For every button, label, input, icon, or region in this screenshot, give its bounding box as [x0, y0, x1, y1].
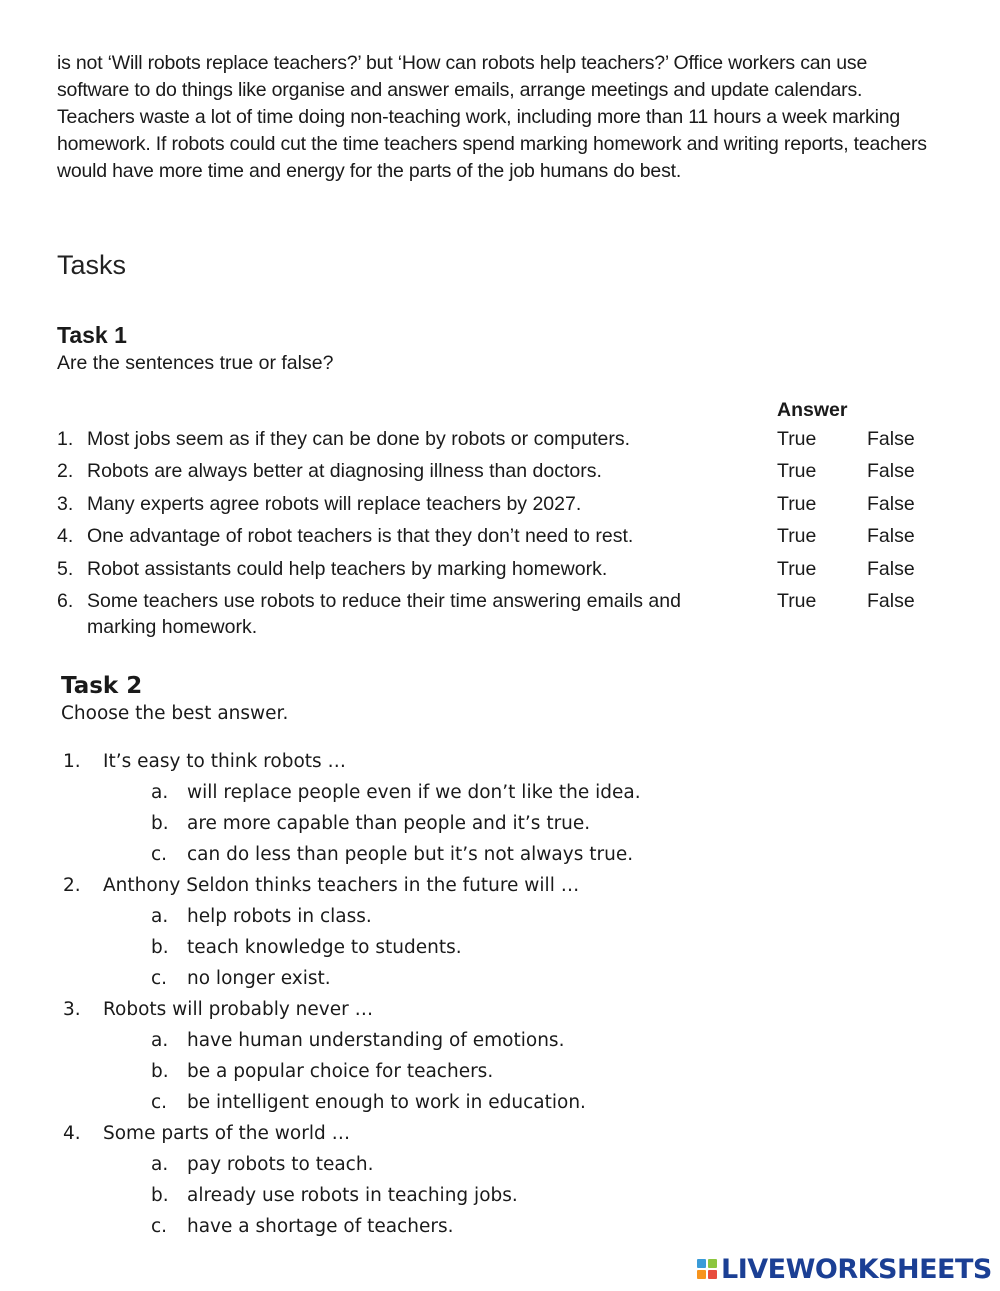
- answer-option[interactable]: [60, 779, 940, 810]
- question-number: 4.: [63, 1123, 81, 1144]
- tf-item-text: Some teachers use robots to reduce their time answering emails and marking homework.: [87, 589, 681, 638]
- answer-option[interactable]: [60, 1182, 940, 1213]
- option-text: will replace people even if we don’t like the idea.: [187, 782, 641, 803]
- option-text: have human understanding of emotions.: [187, 1030, 565, 1051]
- tf-item-text: Robot assistants could help teachers by marking homework.: [87, 557, 608, 580]
- answer-option[interactable]: [60, 841, 940, 872]
- option-letter: a.: [151, 906, 169, 927]
- tf-item-number: 1.: [57, 428, 74, 450]
- task2-heading: Task 2: [61, 673, 143, 699]
- answer-option[interactable]: [60, 1058, 940, 1089]
- true-option[interactable]: True: [777, 460, 817, 483]
- logo-tile: [697, 1259, 706, 1268]
- question: [60, 1120, 940, 1151]
- option-letter: b.: [151, 1185, 169, 1206]
- task1-heading: Task 1: [57, 322, 127, 348]
- question: [60, 996, 940, 1027]
- answer-option[interactable]: [60, 1027, 940, 1058]
- answer-option[interactable]: [60, 903, 940, 934]
- answer-option[interactable]: [60, 1089, 940, 1120]
- true-option[interactable]: True: [777, 492, 817, 515]
- option-letter: b.: [151, 1061, 169, 1082]
- tf-item: [57, 491, 937, 517]
- true-option[interactable]: True: [777, 525, 817, 548]
- question-text: Robots will probably never …: [103, 999, 374, 1020]
- tf-item: [57, 588, 937, 640]
- tf-item: [57, 523, 937, 549]
- tf-item-number: 6.: [57, 589, 74, 612]
- option-text: be intelligent enough to work in education.: [187, 1092, 586, 1113]
- option-text: be a popular choice for teachers.: [187, 1061, 494, 1082]
- task1-instruction: Are the sentences true or false?: [57, 352, 334, 374]
- false-option[interactable]: False: [867, 589, 915, 612]
- option-text: no longer exist.: [187, 968, 331, 989]
- false-option[interactable]: False: [867, 557, 915, 580]
- option-text: help robots in class.: [187, 906, 372, 927]
- logo-tile: [697, 1270, 706, 1279]
- logo-tile: [708, 1259, 717, 1268]
- tasks-heading: Tasks: [57, 250, 127, 280]
- question-number: 2.: [63, 875, 81, 896]
- task2-instruction: Choose the best answer.: [61, 703, 289, 724]
- question-number: 3.: [63, 999, 81, 1020]
- answer-option[interactable]: [60, 1213, 940, 1244]
- answer-column-header: Answer: [777, 399, 848, 421]
- tf-item-text: One advantage of robot teachers is that they don’t need to rest.: [87, 525, 634, 548]
- tf-item: [57, 556, 937, 582]
- tf-item-text: Many experts agree robots will replace teachers by 2027.: [87, 492, 582, 515]
- option-text: teach knowledge to students.: [187, 937, 462, 958]
- false-option[interactable]: False: [867, 428, 915, 450]
- question-text: Some parts of the world …: [103, 1123, 351, 1144]
- false-option[interactable]: False: [867, 492, 915, 515]
- option-letter: c.: [151, 1092, 168, 1113]
- option-letter: c.: [151, 1216, 168, 1237]
- tf-item: [57, 458, 937, 484]
- multiple-choice-list: [60, 748, 940, 1244]
- question: [60, 872, 940, 903]
- option-text: already use robots in teaching jobs.: [187, 1185, 518, 1206]
- liveworksheets-logo: [697, 1254, 992, 1284]
- true-option[interactable]: True: [777, 557, 817, 580]
- option-text: are more capable than people and it’s true.: [187, 813, 591, 834]
- false-option[interactable]: False: [867, 460, 915, 483]
- option-text: have a shortage of teachers.: [187, 1216, 454, 1237]
- option-letter: c.: [151, 968, 168, 989]
- option-letter: b.: [151, 937, 169, 958]
- answer-option[interactable]: [60, 965, 940, 996]
- option-letter: b.: [151, 813, 169, 834]
- true-false-list: [57, 426, 937, 646]
- false-option[interactable]: False: [867, 525, 915, 548]
- tf-item-number: 5.: [57, 557, 74, 580]
- option-text: pay robots to teach.: [187, 1154, 374, 1175]
- tf-item-number: 3.: [57, 492, 74, 515]
- logo-tile: [708, 1270, 717, 1279]
- option-letter: a.: [151, 1154, 169, 1175]
- true-option[interactable]: True: [777, 428, 817, 450]
- question-number: 1.: [63, 751, 81, 772]
- option-letter: a.: [151, 782, 169, 803]
- tf-item-number: 4.: [57, 525, 74, 548]
- answer-option[interactable]: [60, 1151, 940, 1182]
- answer-option[interactable]: [60, 934, 940, 965]
- option-letter: a.: [151, 1030, 169, 1051]
- intro-paragraph: is not ‘Will robots replace teachers?’ but ‘How can robots help teachers?’ Office workers can use software to do things like organise and answer emails, arrange meetings and update calendars. Teachers waste a lot of time doing non-teaching work, including more than 11 hours a week marking homework. If robots could cut the time teachers spend marking homework and writing reports, teachers would have more time and energy for the parts of the job humans do best.: [57, 52, 927, 182]
- tf-item-number: 2.: [57, 460, 74, 483]
- tf-item: [57, 426, 937, 452]
- option-letter: c.: [151, 844, 168, 865]
- question: [60, 748, 940, 779]
- option-text: can do less than people but it’s not always true.: [187, 844, 634, 865]
- logo-text: LIVEWORKSHEETS: [721, 1253, 992, 1285]
- true-option[interactable]: True: [777, 589, 817, 612]
- answer-option[interactable]: [60, 810, 940, 841]
- tf-item-text: Robots are always better at diagnosing illness than doctors.: [87, 460, 602, 483]
- question-text: It’s easy to think robots …: [103, 751, 347, 772]
- liveworksheets-grid-icon: [697, 1259, 717, 1279]
- question-text: Anthony Seldon thinks teachers in the future will …: [103, 875, 580, 896]
- tf-item-text: Most jobs seem as if they can be done by robots or computers.: [87, 428, 631, 450]
